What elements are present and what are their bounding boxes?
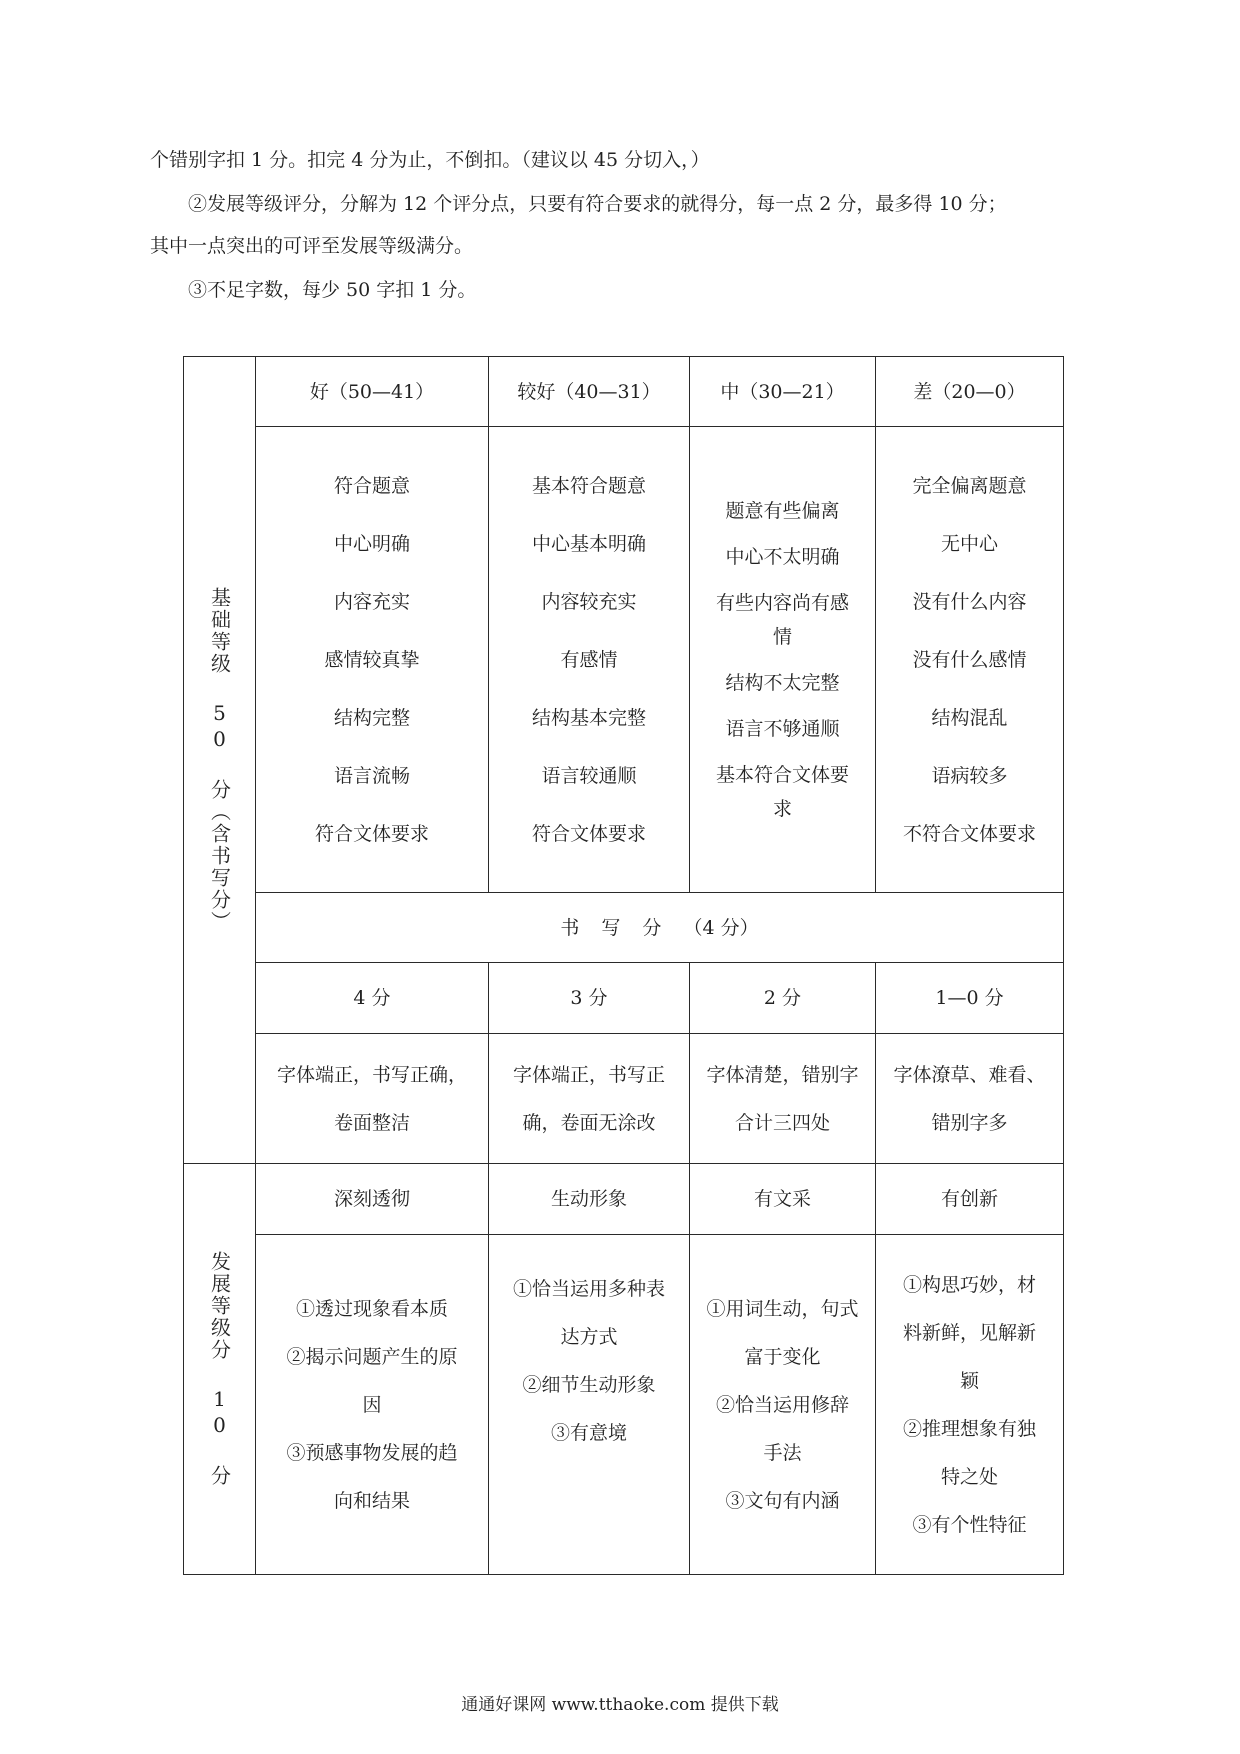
- criteria-cell-medium: [690, 427, 876, 893]
- criteria-item: 结构不太完整: [725, 671, 840, 694]
- writing-title-row: [184, 893, 1064, 963]
- criteria-item: 符合文体要求: [531, 822, 646, 845]
- dev-criteria-cell: [256, 1235, 489, 1575]
- dev-criteria-line: 富于变化: [744, 1345, 821, 1368]
- criteria-item: 感情较真挚: [324, 648, 420, 671]
- dev-criteria-line: 颖: [959, 1369, 979, 1392]
- dev-criteria-line: 因: [362, 1393, 382, 1416]
- criteria-cell-good: [256, 427, 489, 893]
- criteria-item: 无中心: [940, 532, 998, 555]
- dev-criteria-line: ①用词生动，句式: [706, 1297, 859, 1320]
- writing-desc-line: 字体端正，书写正确，: [276, 1063, 467, 1086]
- criteria-item: 结构完整: [333, 706, 410, 729]
- criteria-item: 中心基本明确: [531, 532, 646, 555]
- dev-criteria-line: ③有个性特征: [912, 1513, 1027, 1536]
- dev-header-row: [184, 1164, 1064, 1235]
- dev-criteria-line: ②揭示问题产生的原: [286, 1345, 458, 1368]
- criteria-item: 题意有些偏离: [725, 499, 840, 522]
- intro-line-1: 个错别字扣 1 分。扣完 4 分为止，不倒扣。（建议以 45 分切入，）: [150, 149, 710, 171]
- writing-desc-cell: [256, 1034, 489, 1164]
- criteria-item: 不符合文体要求: [902, 822, 1036, 845]
- dev-criteria-cell: [876, 1235, 1064, 1575]
- criteria-item: 求: [772, 797, 792, 820]
- criteria-item: 有感情: [560, 648, 618, 671]
- criteria-item: 没有什么内容: [912, 590, 1027, 613]
- criteria-item: 语言流畅: [333, 764, 410, 787]
- intro-line-2: ②发展等级评分，分解为 12 个评分点，只要有符合要求的就得分，每一点 2 分，最多得 10 分；: [188, 193, 1007, 215]
- grade-header: 中（30—21）: [690, 357, 876, 427]
- criteria-cell-fairly-good: [489, 427, 690, 893]
- dev-criteria-line: ①透过现象看本质: [295, 1297, 448, 1320]
- scoring-rubric-table: [183, 356, 1064, 1575]
- dev-criteria-line: 料新鲜，见解新: [902, 1321, 1036, 1344]
- criteria-item: 基本符合题意: [531, 474, 646, 497]
- intro-line-4: ③不足字数，每少 50 字扣 1 分。: [188, 279, 477, 301]
- dev-header: 生动形象: [489, 1164, 690, 1235]
- dev-criteria-cell: [489, 1235, 690, 1575]
- writing-score: 4 分: [256, 963, 489, 1034]
- writing-score: 1—0 分: [876, 963, 1064, 1034]
- criteria-item: 结构基本完整: [531, 706, 646, 729]
- criteria-item: 基本符合文体要: [715, 763, 849, 786]
- criteria-item: 情: [772, 625, 792, 648]
- writing-desc-line: 卷面整洁: [333, 1111, 410, 1134]
- dev-level-label: 发展等级分 10 分: [207, 1251, 232, 1487]
- writing-title-points: （4 分）: [683, 916, 759, 939]
- basic-criteria-row: [184, 427, 1064, 893]
- writing-desc-line: 字体清楚，错别字: [706, 1063, 859, 1086]
- criteria-item: 内容充实: [333, 590, 410, 613]
- dev-criteria-line: ②恰当运用修辞: [715, 1393, 849, 1416]
- dev-criteria-cell: [690, 1235, 876, 1575]
- criteria-item: 有些内容尚有感: [715, 591, 849, 614]
- dev-criteria-line: 手法: [763, 1441, 802, 1464]
- criteria-item: 中心明确: [333, 532, 410, 555]
- writing-desc-line: 确，卷面无涂改: [522, 1111, 656, 1134]
- criteria-item: 结构混乱: [931, 706, 1008, 729]
- dev-criteria-row: [184, 1235, 1064, 1575]
- grade-header: 差（20—0）: [876, 357, 1064, 427]
- dev-criteria-line: ②细节生动形象: [522, 1374, 656, 1396]
- dev-criteria-line: 达方式: [560, 1326, 618, 1348]
- writing-desc-line: 字体潦草、难看、: [893, 1063, 1046, 1086]
- dev-criteria-line: ③有意境: [550, 1422, 627, 1444]
- writing-desc-line: 合计三四处: [734, 1111, 830, 1134]
- grade-header: 好（50—41）: [256, 357, 489, 427]
- writing-title: 书写分: [560, 916, 684, 939]
- writing-score-row: [184, 963, 1064, 1034]
- criteria-item: 符合文体要求: [314, 822, 429, 845]
- dev-header: 有创新: [876, 1164, 1064, 1235]
- criteria-item: 语言不够通顺: [725, 717, 840, 740]
- basic-level-label: 基础等级 50 分（含书写分）: [207, 587, 232, 933]
- grade-header: 较好（40—31）: [489, 357, 690, 427]
- dev-criteria-line: ③文句有内涵: [725, 1489, 840, 1512]
- writing-desc-cell: [690, 1034, 876, 1164]
- writing-score: 2 分: [690, 963, 876, 1034]
- criteria-item: 没有什么感情: [912, 648, 1027, 671]
- writing-desc-cell: [489, 1034, 690, 1164]
- dev-criteria-line: 特之处: [940, 1465, 998, 1488]
- intro-line-3: 其中一点突出的可评至发展等级满分。: [150, 235, 474, 257]
- page-footer: 通通好课网 www.tthaoke.com 提供下载: [461, 1695, 779, 1715]
- dev-criteria-line: 向和结果: [333, 1489, 410, 1512]
- grade-header-row: [184, 357, 1064, 427]
- criteria-item: 语病较多: [931, 764, 1008, 787]
- writing-desc-row: [184, 1034, 1064, 1164]
- criteria-item: 中心不太明确: [725, 545, 840, 568]
- dev-criteria-line: ③预感事物发展的趋: [286, 1441, 458, 1464]
- criteria-item: 完全偏离题意: [912, 474, 1027, 497]
- dev-criteria-line: ①恰当运用多种表: [512, 1278, 665, 1300]
- writing-title-cell: [256, 893, 1064, 963]
- writing-desc-cell: [876, 1034, 1064, 1164]
- criteria-item: 符合题意: [333, 474, 410, 497]
- criteria-cell-poor: [876, 427, 1064, 893]
- dev-level-label-cell: [184, 1164, 256, 1575]
- dev-criteria-line: ②推理想象有独: [902, 1417, 1036, 1440]
- dev-header: 深刻透彻: [256, 1164, 489, 1235]
- writing-desc-line: 错别字多: [931, 1111, 1008, 1134]
- dev-criteria-line: ①构思巧妙，材: [902, 1273, 1036, 1296]
- basic-level-label-cell: [184, 357, 256, 1164]
- criteria-item: 内容较充实: [541, 590, 637, 613]
- dev-header: 有文采: [690, 1164, 876, 1235]
- writing-desc-line: 字体端正，书写正: [512, 1063, 665, 1086]
- criteria-item: 语言较通顺: [541, 764, 637, 787]
- writing-score: 3 分: [489, 963, 690, 1034]
